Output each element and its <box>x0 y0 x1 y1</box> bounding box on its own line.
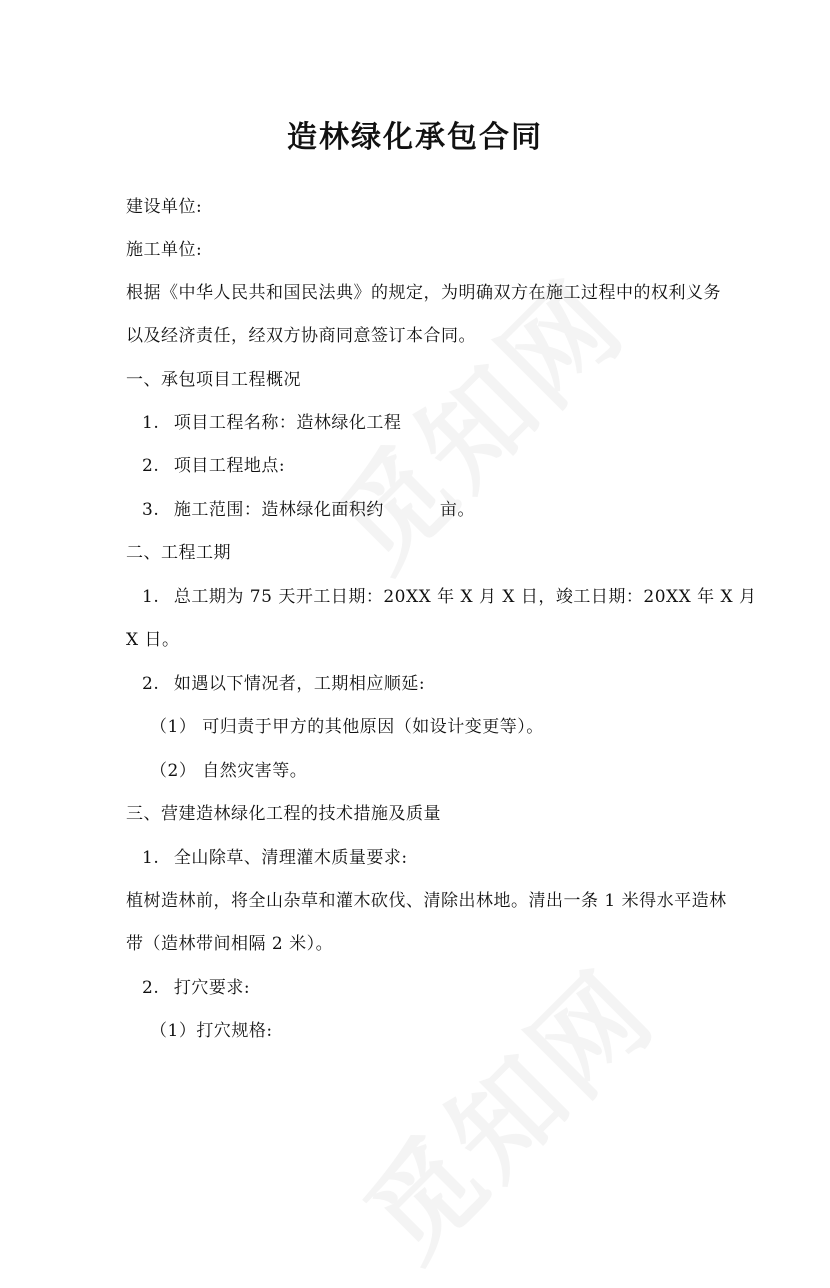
paragraph: 根据《中华人民共和国民法典》的规定，为明确双方在施工过程中的权利义务 <box>126 283 721 303</box>
section-heading: 三、营建造林绿化工程的技术措施及质量 <box>126 804 441 824</box>
paragraph: 带（造林带间相隔 2 米）。 <box>126 934 334 954</box>
list-item <box>142 846 408 870</box>
list-number: 1. <box>142 587 160 607</box>
paragraph: 以及经济责任，经双方协商同意签订本合同。 <box>126 326 476 346</box>
watermark <box>325 930 683 1288</box>
list-text: 如遇以下情况者，工期相应顺延: <box>173 674 426 694</box>
list-text: 项目工程名称：造林绿化工程 <box>173 413 402 433</box>
paragraph: 施工单位: <box>126 240 203 260</box>
list-text: 施工范围：造林绿化面积约 <box>173 500 384 520</box>
paragraph: 建设单位: <box>126 197 203 217</box>
list-text: 项目工程地点: <box>173 456 286 476</box>
list-number: 2. <box>142 674 160 694</box>
list-item: （1）打穴规格: <box>150 1021 273 1041</box>
paragraph: X 日。 <box>126 630 180 650</box>
list-number: 1. <box>142 848 160 868</box>
list-number: 2. <box>142 978 160 998</box>
document-title: 造林绿化承包合同 <box>287 120 543 155</box>
list-number: （2） <box>150 761 197 781</box>
list-item <box>142 672 425 696</box>
list-item <box>142 411 401 435</box>
list-item <box>150 759 307 783</box>
list-text: 亩。 <box>439 500 475 520</box>
section-heading: 二、工程工期 <box>126 543 231 563</box>
section-heading: 一、承包项目工程概况 <box>126 370 301 390</box>
list-text: 总工期为 75 天开工日期：20XX 年 X 月 X 日，竣工日期：20XX 年 X 月 <box>173 587 757 607</box>
list-item <box>150 715 544 739</box>
paragraph: 植树造林前，将全山杂草和灌木砍伐、清除出林地。清出一条 1 米得水平造林 <box>126 891 727 911</box>
list-number: 1. <box>142 413 160 433</box>
list-text: 可归责于甲方的其他原因（如设计变更等）。 <box>202 717 544 737</box>
list-number: （1） <box>150 717 197 737</box>
list-number: 2. <box>142 456 160 476</box>
list-item <box>142 454 285 478</box>
list-number: 3. <box>142 500 160 520</box>
list-text: 自然灾害等。 <box>202 761 308 781</box>
list-text: 打穴要求: <box>173 978 251 998</box>
list-text: 全山除草、清理灌木质量要求: <box>173 848 408 868</box>
list-item <box>142 976 250 1000</box>
list-item <box>142 498 475 522</box>
list-item <box>142 585 757 609</box>
